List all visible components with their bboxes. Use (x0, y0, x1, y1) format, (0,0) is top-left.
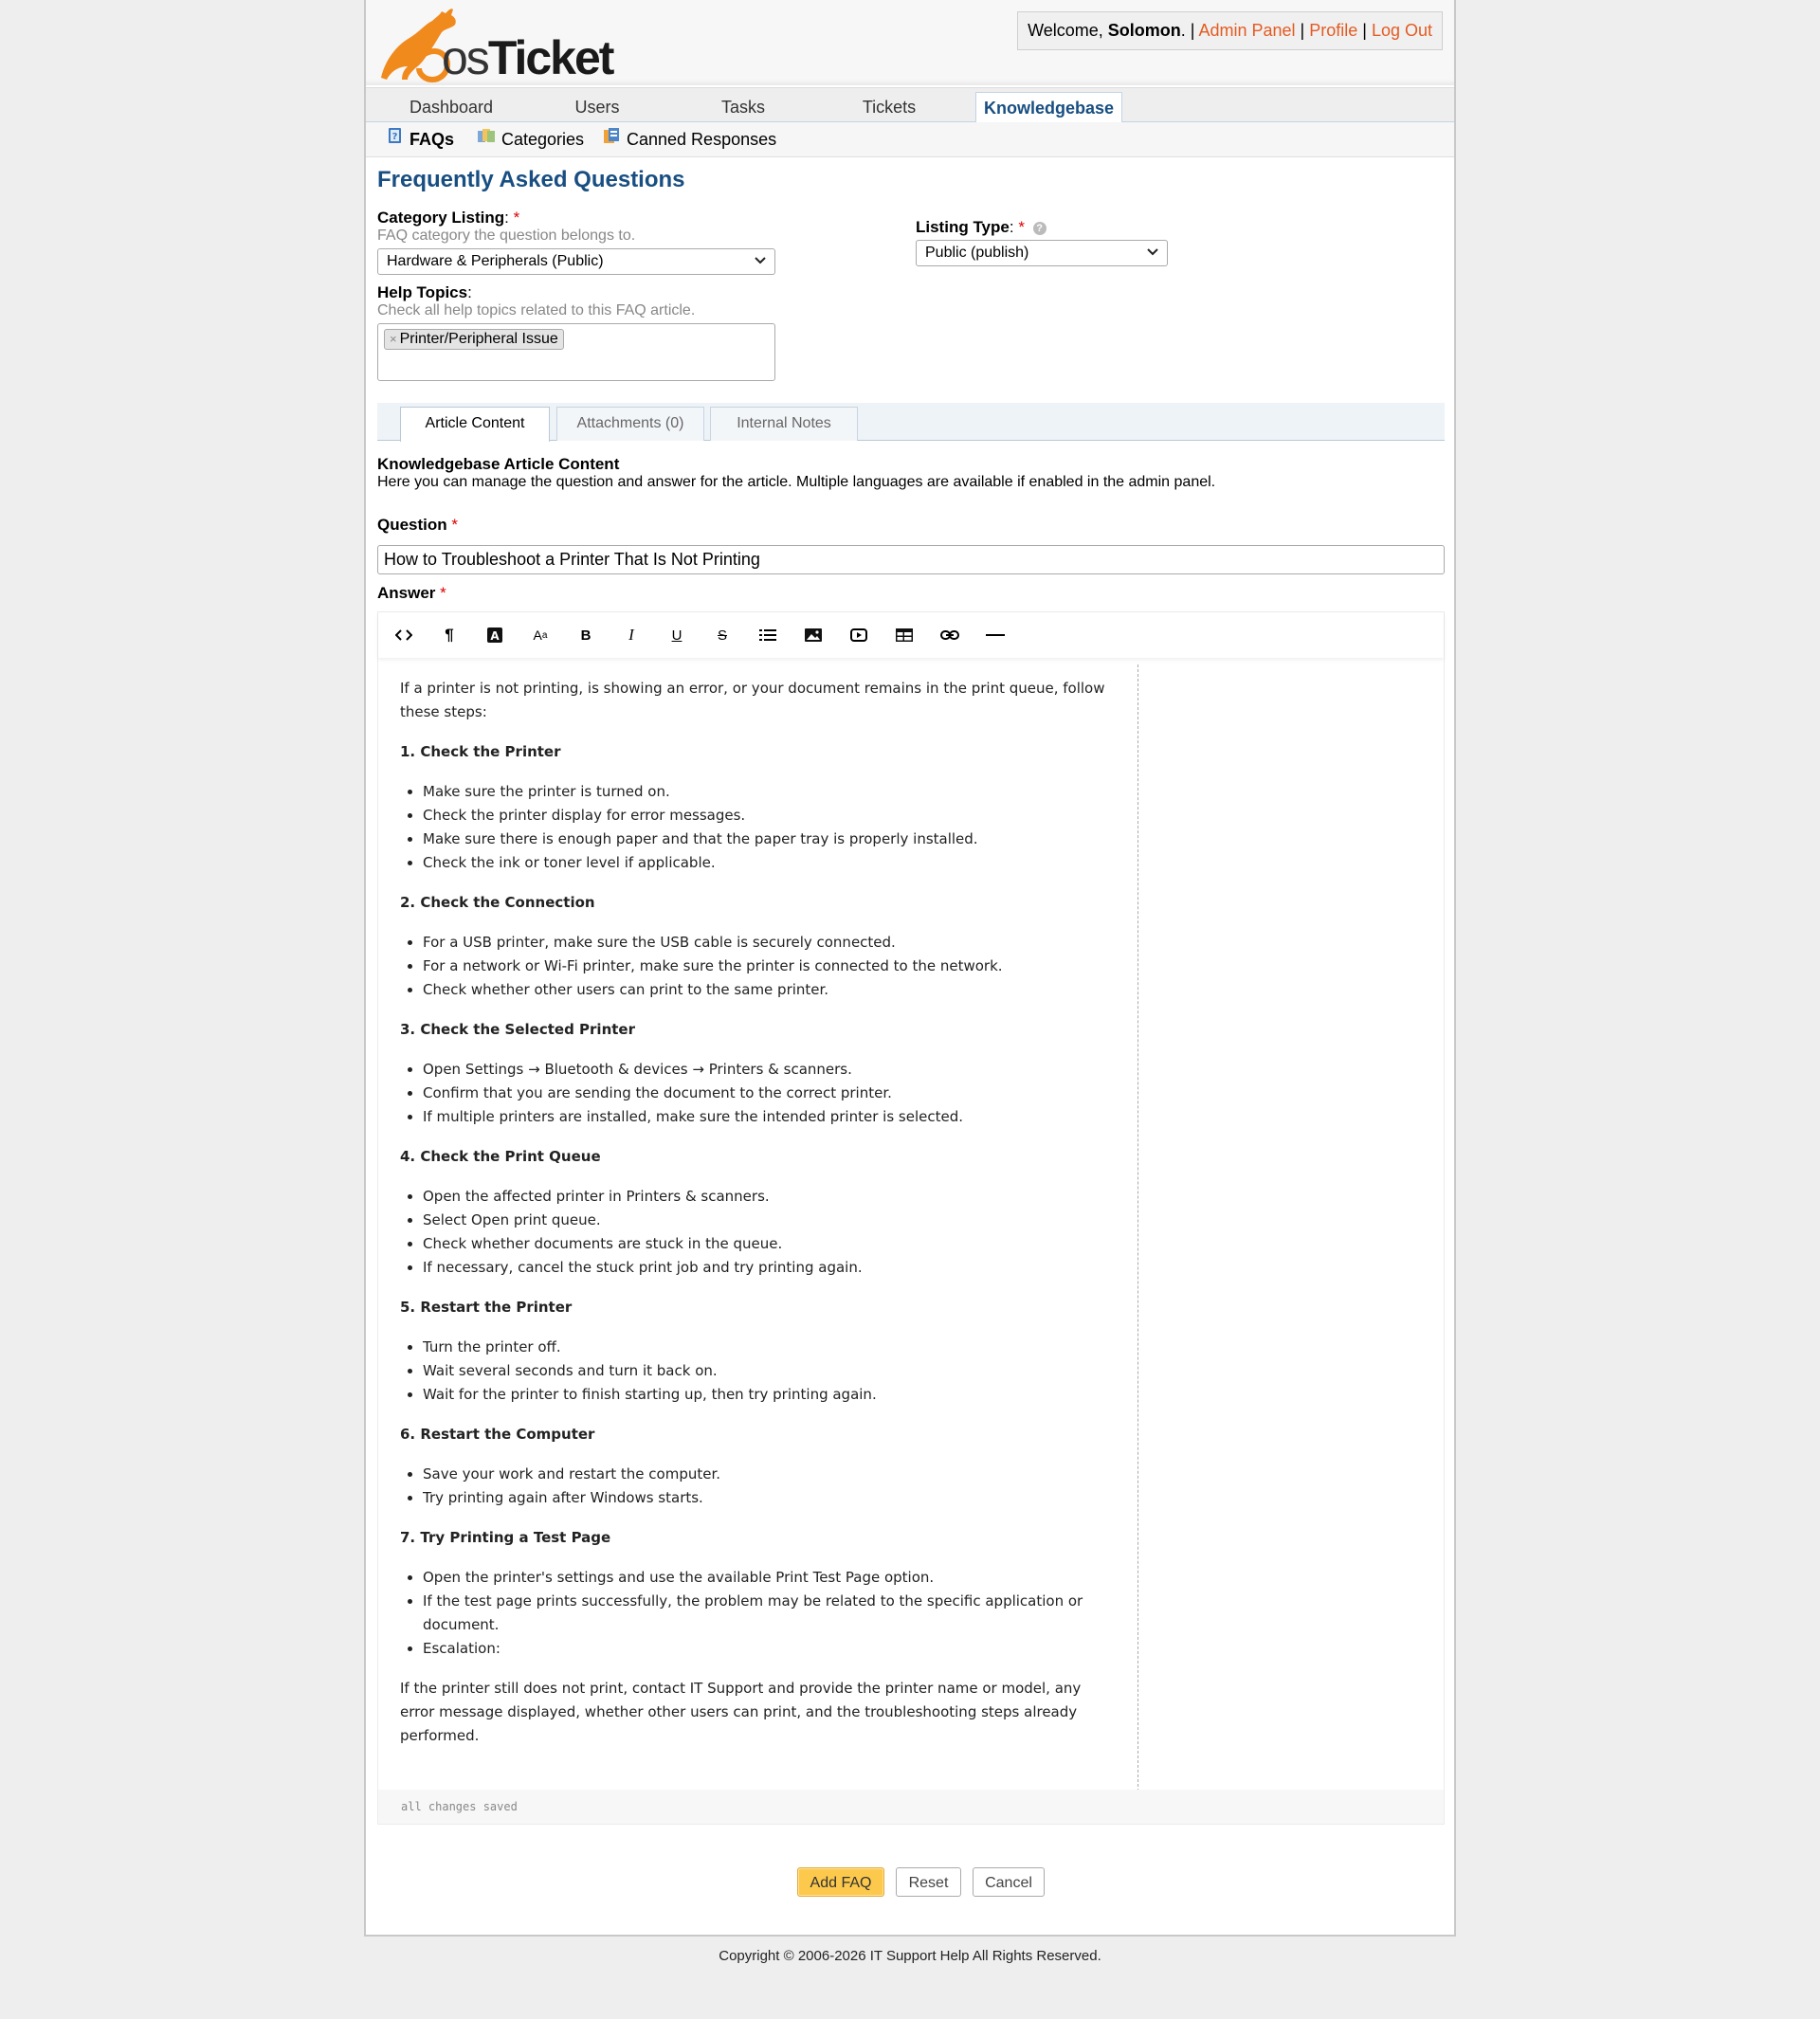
answer-heading: 3. Check the Selected Printer (400, 1021, 635, 1038)
page-container (364, 0, 1456, 1937)
user-info: Welcome, Solomon. | Admin Panel | Profile | Log Out (1017, 11, 1443, 50)
list-icon[interactable] (756, 624, 779, 646)
chevron-down-icon (754, 256, 767, 265)
question-input[interactable]: How to Troubleshoot a Printer That Is Not Printing (377, 545, 1445, 574)
help-topics-multiselect[interactable] (377, 323, 775, 381)
logo-os: os (442, 31, 488, 84)
section-description: Here you can manage the question and answer for the article. Multiple languages are available if enabled in the admin panel. (377, 474, 1216, 490)
list-item: • Check the ink or toner level if applicable. (423, 851, 1116, 875)
listing-type-select[interactable] (916, 240, 1168, 266)
answer-heading: 7. Try Printing a Test Page (400, 1529, 611, 1546)
subnav-categories[interactable] (477, 122, 584, 156)
reset-button[interactable]: Reset (896, 1867, 961, 1897)
category-select[interactable] (377, 248, 775, 275)
paragraph-icon[interactable]: ¶ (445, 626, 454, 644)
logo-ticket: Ticket (487, 31, 613, 84)
list-item: • For a network or Wi-Fi printer, make sure the printer is connected to the network. (423, 955, 1116, 978)
question-label-row (377, 516, 458, 535)
welcome-prefix: Welcome, (1028, 21, 1103, 40)
svg-text:A: A (490, 629, 500, 643)
logout-link[interactable]: Log Out (1371, 21, 1432, 40)
tab-internal-notes[interactable]: Internal Notes (710, 407, 858, 441)
answer-list (400, 1566, 1116, 1661)
answer-list (400, 1185, 1116, 1280)
add-faq-button[interactable]: Add FAQ (797, 1867, 884, 1897)
editor-status: all changes saved (378, 1790, 1444, 1824)
listing-type-label: Listing Type (916, 218, 1010, 236)
list-item: • Save your work and restart the computer. (423, 1463, 1116, 1486)
list-item: • Open the printer's settings and use the available Print Test Page option. (423, 1566, 1116, 1590)
answer-list (400, 1058, 1116, 1129)
list-item: • Open Settings → Bluetooth & devices → Printers & scanners. (423, 1058, 1116, 1082)
answer-list (400, 1463, 1116, 1510)
profile-link[interactable]: Profile (1309, 21, 1358, 40)
list-item: • Confirm that you are sending the document to the correct printer. (423, 1082, 1116, 1105)
answer-editor (377, 611, 1445, 1825)
tab-attachments[interactable]: Attachments (0) (556, 407, 704, 441)
subnav-canned-responses-label: Canned Responses (627, 130, 777, 149)
list-item: • If the test page prints successfully, the problem may be related to the specific application or document. (423, 1590, 1116, 1637)
list-item: • Open the affected printer in Printers & scanners. (423, 1185, 1116, 1209)
subnav-canned-responses[interactable] (602, 122, 776, 156)
answer-label: Answer (377, 584, 436, 602)
answer-outro: If the printer still does not print, contact IT Support and provide the printer name or model, any error message displayed, whether other users can print, and the troubleshooting steps already performed. (400, 1680, 1082, 1744)
required-marker: * (1018, 218, 1025, 236)
strikethrough-icon[interactable]: S (717, 627, 727, 644)
answer-list (400, 780, 1116, 875)
code-view-icon[interactable] (392, 624, 415, 646)
list-item: • Try printing again after Windows starts. (423, 1486, 1116, 1510)
canned-responses-icon (602, 121, 621, 155)
help-topic-tag-label: Printer/Peripheral Issue (399, 331, 558, 347)
tab-knowledgebase[interactable]: Knowledgebase (975, 92, 1122, 124)
answer-heading: 1. Check the Printer (400, 743, 561, 760)
cancel-button[interactable]: Cancel (973, 1867, 1045, 1897)
answer-heading: 6. Restart the Computer (400, 1426, 595, 1443)
page-title: Frequently Asked Questions (377, 167, 685, 192)
answer-heading: 4. Check the Print Queue (400, 1148, 601, 1165)
answer-content[interactable] (378, 664, 1138, 1792)
text-color-icon[interactable] (483, 624, 506, 646)
subnav-faqs[interactable] (387, 122, 454, 156)
required-marker: * (451, 516, 459, 534)
answer-list (400, 931, 1116, 1002)
bold-icon[interactable]: B (580, 627, 592, 644)
category-select-value: Hardware & Peripherals (Public) (387, 253, 604, 269)
remove-tag-icon[interactable]: × (390, 332, 397, 346)
help-icon[interactable]: ? (1033, 222, 1046, 235)
listing-type-select-value: Public (publish) (925, 245, 1029, 261)
header (366, 0, 1454, 85)
tab-tickets[interactable]: Tickets (862, 98, 917, 117)
faq-icon (387, 121, 404, 155)
italic-icon[interactable]: I (628, 626, 634, 644)
list-item: • Check the printer display for error messages. (423, 804, 1116, 828)
answer-heading: 2. Check the Connection (400, 894, 595, 911)
font-size-icon[interactable]: A a (533, 628, 548, 643)
main-nav (366, 87, 1454, 122)
underline-icon[interactable]: U (671, 627, 682, 644)
subnav-faqs-label: FAQs (410, 130, 455, 149)
list-item: • Check whether other users can print to the same printer. (423, 978, 1116, 1002)
help-topics-label: Help Topics (377, 283, 468, 301)
list-item: • Escalation: (423, 1637, 1116, 1661)
list-item: • Wait for the printer to finish starting up, then try printing again. (423, 1383, 1116, 1407)
help-topic-tag (384, 329, 564, 350)
list-item: • Make sure the printer is turned on. (423, 780, 1116, 804)
category-label: Category Listing (377, 209, 505, 227)
list-item: • Select Open print queue. (423, 1209, 1116, 1232)
listing-type-label-row: Listing Type: * ? (916, 218, 1046, 237)
question-label: Question (377, 516, 447, 534)
tab-users[interactable]: Users (574, 98, 620, 117)
required-marker: * (513, 209, 520, 227)
list-item: • Wait several seconds and turn it back on. (423, 1359, 1116, 1383)
tab-article-content[interactable]: Article Content (400, 407, 550, 442)
category-hint: FAQ category the question belongs to. (377, 227, 636, 244)
horizontal-rule-icon[interactable] (984, 624, 1007, 646)
svg-text:?: ? (391, 132, 398, 143)
table-icon[interactable] (893, 624, 916, 646)
tab-tasks[interactable]: Tasks (720, 98, 765, 117)
required-marker: * (440, 584, 446, 602)
list-item: • If necessary, cancel the stuck print job and try printing again. (423, 1256, 1116, 1280)
help-topics-label-row: Help Topics: (377, 283, 472, 301)
answer-heading: 5. Restart the Printer (400, 1299, 573, 1316)
list-item: • If multiple printers are installed, make sure the intended printer is selected. (423, 1105, 1116, 1129)
categories-icon (477, 121, 496, 155)
tab-dashboard[interactable]: Dashboard (409, 98, 494, 117)
content-tabs (377, 403, 1445, 441)
username: Solomon (1107, 21, 1181, 40)
editor-toolbar (378, 612, 1444, 658)
logo[interactable] (375, 4, 613, 84)
chevron-down-icon (1146, 247, 1159, 257)
list-item: • Make sure there is enough paper and that the paper tray is properly installed. (423, 828, 1116, 851)
video-icon[interactable] (847, 624, 870, 646)
sub-nav (366, 122, 1454, 157)
image-icon[interactable] (802, 624, 825, 646)
list-item: • Turn the printer off. (423, 1336, 1116, 1359)
list-item: • For a USB printer, make sure the USB cable is securely connected. (423, 931, 1116, 955)
section-title: Knowledgebase Article Content (377, 455, 620, 473)
answer-list (400, 1336, 1116, 1407)
list-item: • Check whether documents are stuck in the queue. (423, 1232, 1116, 1256)
answer-intro: If a printer is not printing, is showing an error, or your document remains in the print queue, follow these steps: (400, 680, 1105, 720)
answer-label-row (377, 584, 446, 603)
footer-copyright: Copyright © 2006-2026 IT Support Help All Rights Reserved. (719, 1948, 1101, 1964)
admin-panel-link[interactable]: Admin Panel (1198, 21, 1296, 40)
subnav-categories-label: Categories (501, 130, 585, 149)
link-icon[interactable] (938, 624, 961, 646)
category-label-row: Category Listing: * (377, 209, 520, 227)
help-topics-hint: Check all help topics related to this FAQ article. (377, 302, 696, 318)
